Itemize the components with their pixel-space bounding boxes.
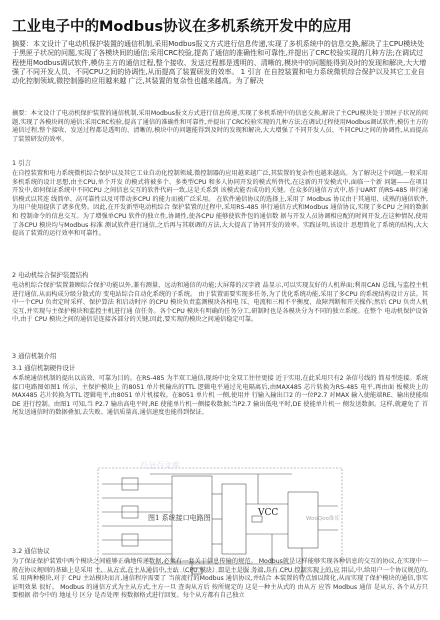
vcc-label: VCC	[258, 508, 279, 518]
watermark-text: 百分百文库	[140, 461, 180, 470]
abstract-paragraph: 摘要：本文设计了电动机保护装置的通信机制,采用Modbus报文方式进行信息传递,实现了多机系统中的信息交换,解决了主CPU模块处于黑匣子状况的问题,实现了各模块间的通信;采用CRC校验,提高了通信的准确性和可靠性,并提出了CRC校验实现的几种方法;在调试过程使用Modbus调试软件,模仿主方的通信过程,整个接收、发送过程都是透明的、清晰的,模块中的问题能得到及时的发现和解决,大大增强了不同开发人员、不同CPU之间的协调性,从而提高了装置研发的效率。 1 引言 在自控装置和电力系统微机综合保护以及其它工业自动化控制领域,微控制器的应用越来越 广泛,其装置的复杂性也越来越高。为了解决	[12, 40, 427, 86]
section-heading-comm: 3 通信机制介绍	[12, 352, 57, 360]
figure-caption: 图1 系统接口电路图	[148, 514, 211, 522]
hardware-paragraph: 本系统通信机制的提出以高效、可靠为目的。在RS-485 为半双工通信,现场中比全双工往往更接 近于实用,在此采用只有2 条信号线的 简易型连接。系统接口电路图如图1 所示，主保护模块上 的8051 单片机输出的TTL 逻辑电平通过光电隔离后,由MAX485 芯片转换为RS-485 电平,再由面 板模块上的MAX485 芯片转换为TTL 逻辑电平,由8051 单片机接收。在8051 单片机 一侧,使用并 行输入输出口2 的一位P2.7 对MAX 输入使能端RE、输出使能端DE 进行控制。由图1 可知,当 P2.7 输出高电平时,RE 使能单片机一侧接收数据;当P2.7 输出低电平时,DE 使能单片机一 侧发送数据。这样,就避免了 首尾发送通信时的数据叠加,去失败。通信质量高,通信速度也能得到保证。	[12, 375, 428, 417]
intro-paragraph: 在自控装置和电力系统微机综合保护以及其它工业自动化控制领域,微控制器的应用越来越广泛,其装置的复杂性也越来越高。为了解决这个问题,一般采用多机系统的设计思想,由主CPU,单个开发 的模式将被多个、多类型CPU 和多人协同开发的模式所替代,在这新的开发模式中,面临一个新 问题——在项目开发中,如何保证系统中不同CPU 之间信息交互的软件代码一致,这是关系到 该模式能否成功的关键。在众多的通信方式中,基于UART 的RS-485 串行通信模式以其连 线简单、高可靠性以及可带动多CPU 的能力而被广泛采用。 在软件通信协议的选择上,采用了 Modbus 协议由于其通用、成熟的通信软件,为用户使用提供了诸多优势。因此,在开发新型电动机综合 保护装置的过程中,采用RS-485 串行通信方式和Modbus 通信协议,实现了多CPU 之间的数据和 控制命令的信息交互。为了增强单CPU 软件的独立性,协调性,使各CPU 能够使软件包的通信数 据与开发人员协调相应配的时间开发,在这种情况,使用了各CPU 模块均与Modbus 标准 测试软件进行通信,之后再与其联调的方法,大大提高了协同开发的效率。实践证明,该设计 思想简化了系统的结构,大大提高了装置的运行效率和可靠性。	[12, 170, 428, 238]
abstract-repeat-paragraph: 摘要：本文设计了电动机保护装置的通信机制,采用Modbus报文方式进行信息传递,实现了多机系统中的信息交换,解决了主CPU模块处于黑匣子状况的问题,实现了各模块间的通信;采用CRC校验,提高了通信的准确性和可靠性,并提出了CRC校验实现的几种方法;在调试过程使用Modbus调试软件,模仿主方的通信过程,整个接收、发送过程都是透明的、清晰的,模块中的问题能得到及时的发现和解决,大大增强了不同开发人员、不同CPU之间的协调性,从而提高了装置研发的效率。	[12, 110, 428, 143]
protocol-paragraph: 为了保证保护装置中两个模块之间能够正确地传递数据,必须有一套关于信息传输的规范。 Modbus就是这样能够实现各种信息的交互的协议,在实现中一般在协议规则的基础上是采用 主、从方式,在主从通信中,主站（CPU 模块）即是主是服 务端,具有 CPU 控制实现上的,应 用层,中,给用户一个协议规范的,采 用两种模块,对于 CPU 主站模块而言,通信程序需要了 当前流行的Modbus 通信协议,并结合 本装置的特点加以简化,从而实现了保护模块的通信,事实证明效果 很好。 Modbus 的通信方式为主从方式,主方一旦 查询从方后 按所规定的 这是一种主从式的 由从方 应答 Modbus 通信 是从方, 各个从方只要根据 指令中的 地址号 区分 是否处理 按数据格式进行回复。每个从方都有自己独立	[12, 558, 428, 600]
subsection-heading-hardware: 3.1 通信机制硬件设计	[12, 364, 76, 372]
article-title: 工业电子中的Modbus协议在多机系统开发中的应用	[12, 19, 352, 35]
subsection-heading-protocol: 3.2 通信协议	[12, 547, 50, 555]
structure-paragraph: 电动机综合保护装置兼顾综合保护功能以外,兼有测量、远动和通信的功能;大屏幕的汉字液 晶显示,可以实现友好的人机界面;利用CAN 总线,与监控主机进行通信,从而构成分级分散式的 变电站综合自动化系统的子系统。 由于装置需要实现多任务,为了优化系统功能,采用了多CPU 的系统结构设计方法。其中一个CPU 负责定时采样、保护算法 和启动时序 的CPU 模块负责监测模块各相电 压、电流和三相不平衡度、故障判断和开关操作;然后 CPU 负责人机交互,并实现与主保护模块和监控主机进行通 信任务。各个CPU 模块有明确的任务分工,研制时也是各模块分为不同的独立系统。在整个 电动机保护设备中,由于 CPU 模块之间的通信是连接各部分的关键,因此,要实现的模块之间通信稳定可靠。	[12, 282, 428, 324]
section-heading-structure: 2 电动机综合保护装置结构	[12, 271, 89, 279]
section-heading-intro: 1 引言	[12, 159, 31, 167]
watermark-logo-text: WooQoo维库	[306, 516, 340, 522]
